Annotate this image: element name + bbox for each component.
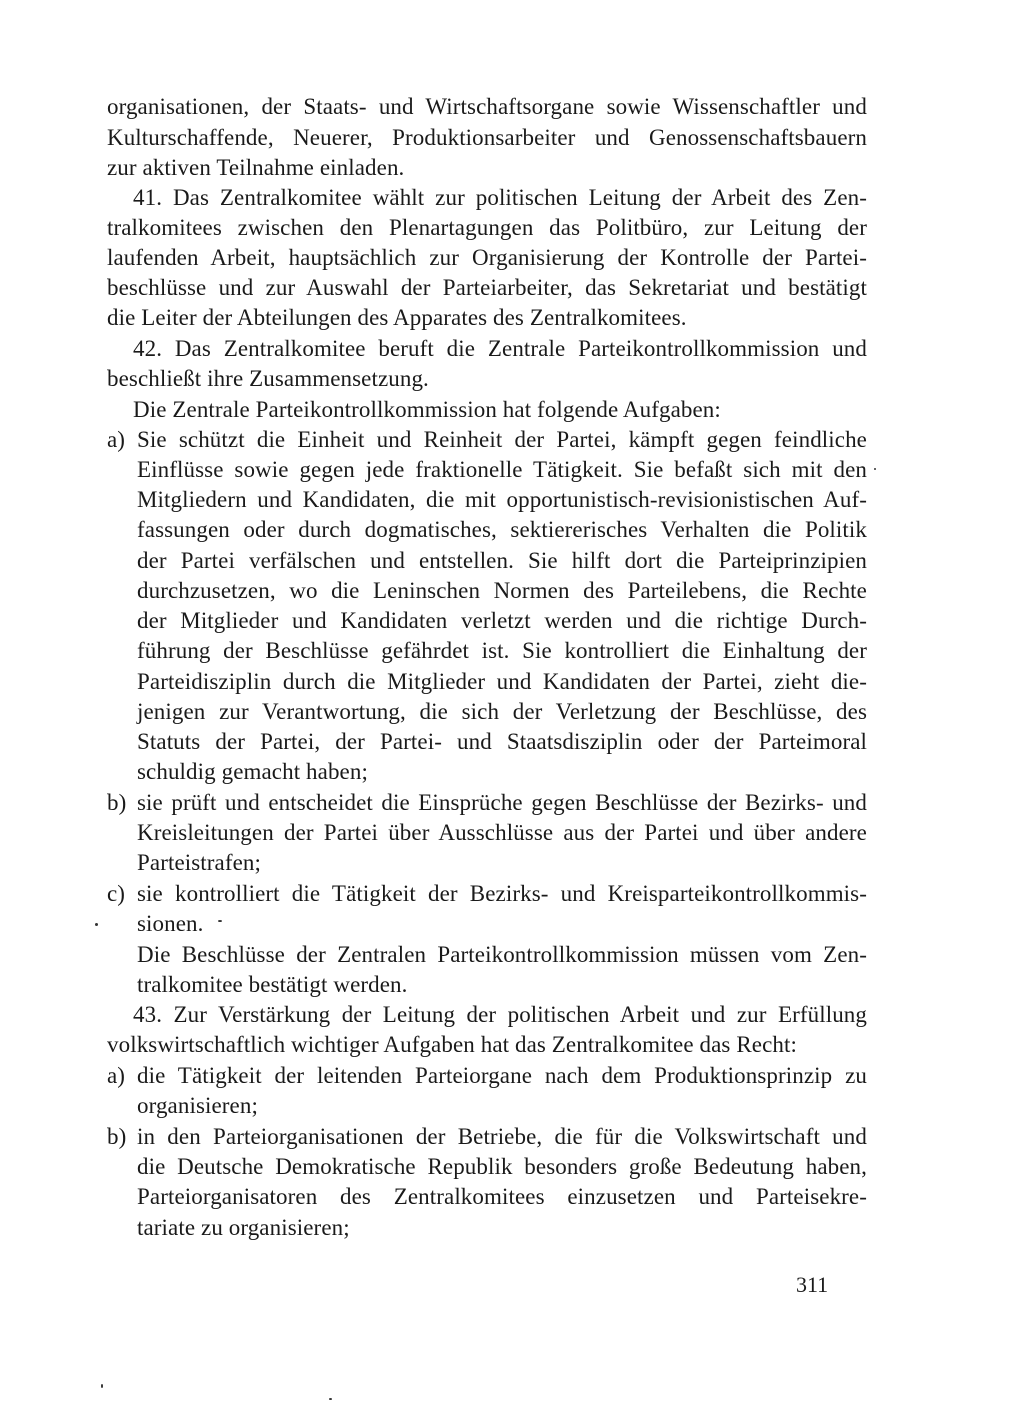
text-line: jenigen zur Verantwortung, die sich der Verletzung der Beschlüsse, des <box>137 699 867 724</box>
text-line: Parteiorganisatoren des Zentralkomitees einzusetzen und Parteisekre- <box>137 1184 867 1209</box>
text-line: sionen. <box>137 911 204 936</box>
list-label: a) <box>107 427 126 452</box>
list-label: b) <box>107 790 127 815</box>
text-line: organisieren; <box>137 1093 258 1118</box>
text-line: die Leiter der Abteilungen des Apparates des Zentralkomitees. <box>107 305 687 330</box>
text-line: Kulturschaffende, Neuerer, Produktionsarbeiter und Genossenschaftsbauern <box>107 125 867 150</box>
text-line: beschließt ihre Zusammensetzung. <box>107 366 429 391</box>
text-line: in den Parteiorganisationen der Betriebe, die für die Volkswirtschaft und <box>137 1124 867 1149</box>
scan-speck <box>329 1398 332 1400</box>
text-line: Die Beschlüsse der Zentralen Parteikontrollkommission müssen vom Zen- <box>137 942 867 967</box>
text-line: der Partei verfälschen und entstellen. Sie hilft dort die Parteiprinzipien <box>137 548 867 573</box>
text-line: fassungen oder durch dogmatisches, sektiererisches Verhalten die Politik <box>137 517 867 542</box>
scan-speck <box>101 1384 103 1388</box>
text-line: Mitgliedern und Kandidaten, die mit opportunistisch-revisionistischen Auf- <box>137 487 867 512</box>
text-line: Parteistrafen; <box>137 850 262 875</box>
text-line: tralkomitee bestätigt werden. <box>137 972 408 997</box>
scan-speck <box>218 920 222 922</box>
text-line: die Tätigkeit der leitenden Parteiorgane nach dem Produktionsprinzip zu <box>137 1063 867 1088</box>
text-line: Einflüsse sowie gegen jede fraktionelle Tätigkeit. Sie befaßt sich mit den <box>137 457 867 482</box>
text-line: zur aktiven Teilnahme einladen. <box>107 155 405 180</box>
text-line: Statuts der Partei, der Partei- und Staatsdisziplin oder der Parteimoral <box>137 729 867 754</box>
text-line: Kreisleitungen der Partei über Ausschlüsse aus der Partei und über andere <box>137 820 867 845</box>
list-label: b) <box>107 1124 127 1149</box>
text-line: beschlüsse und zur Auswahl der Parteiarbeiter, das Sekretariat und bestätigt <box>107 275 867 300</box>
text-line: organisationen, der Staats- und Wirtschaftsorgane sowie Wissenschaftler und <box>107 94 867 119</box>
text-line: tariate zu organisieren; <box>137 1215 350 1240</box>
text-line: laufenden Arbeit, hauptsächlich zur Organisierung der Kontrolle der Partei- <box>107 245 867 270</box>
text-line: schuldig gemacht haben; <box>137 759 368 784</box>
text-line: durchzusetzen, wo die Leninschen Normen des Parteilebens, die Rechte <box>137 578 867 603</box>
text-line: Sie schützt die Einheit und Reinheit der Partei, kämpft gegen feindliche <box>137 427 867 452</box>
text-line: Die Zentrale Parteikontrollkommission hat folgende Aufgaben: <box>133 397 721 422</box>
text-line: die Deutsche Demokratische Republik besonders große Bedeutung haben, <box>137 1154 867 1179</box>
paragraph-42-line: 42. Das Zentralkomitee beruft die Zentrale Parteikontrollkommission und <box>133 336 867 361</box>
text-line: führung der Beschlüsse gefährdet ist. Sie kontrolliert die Einhaltung der <box>137 638 867 663</box>
list-label: c) <box>107 881 126 906</box>
paragraph-43-line: 43. Zur Verstärkung der Leitung der politischen Arbeit und zur Erfüllung <box>133 1002 867 1027</box>
text-line: Parteidisziplin durch die Mitglieder und Kandidaten der Partei, zieht die- <box>137 669 867 694</box>
text-line: tralkomitees zwischen den Plenartagungen das Politbüro, zur Leitung der <box>107 215 867 240</box>
paragraph-41-line: 41. Das Zentralkomitee wählt zur politischen Leitung der Arbeit des Zen- <box>133 185 867 210</box>
scan-speck <box>874 468 876 470</box>
page-number: 311 <box>796 1272 829 1297</box>
text-line: sie kontrolliert die Tätigkeit der Bezirks- und Kreisparteikontrollkommis- <box>137 881 867 906</box>
scan-speck <box>95 923 98 926</box>
list-label: a) <box>107 1063 126 1088</box>
text-line: sie prüft und entscheidet die Einsprüche gegen Beschlüsse der Bezirks- und <box>137 790 867 815</box>
text-line: volkswirtschaftlich wichtiger Aufgaben hat das Zentralkomitee das Recht: <box>107 1032 797 1057</box>
text-line: der Mitglieder und Kandidaten verletzt werden und die richtige Durch- <box>137 608 867 633</box>
